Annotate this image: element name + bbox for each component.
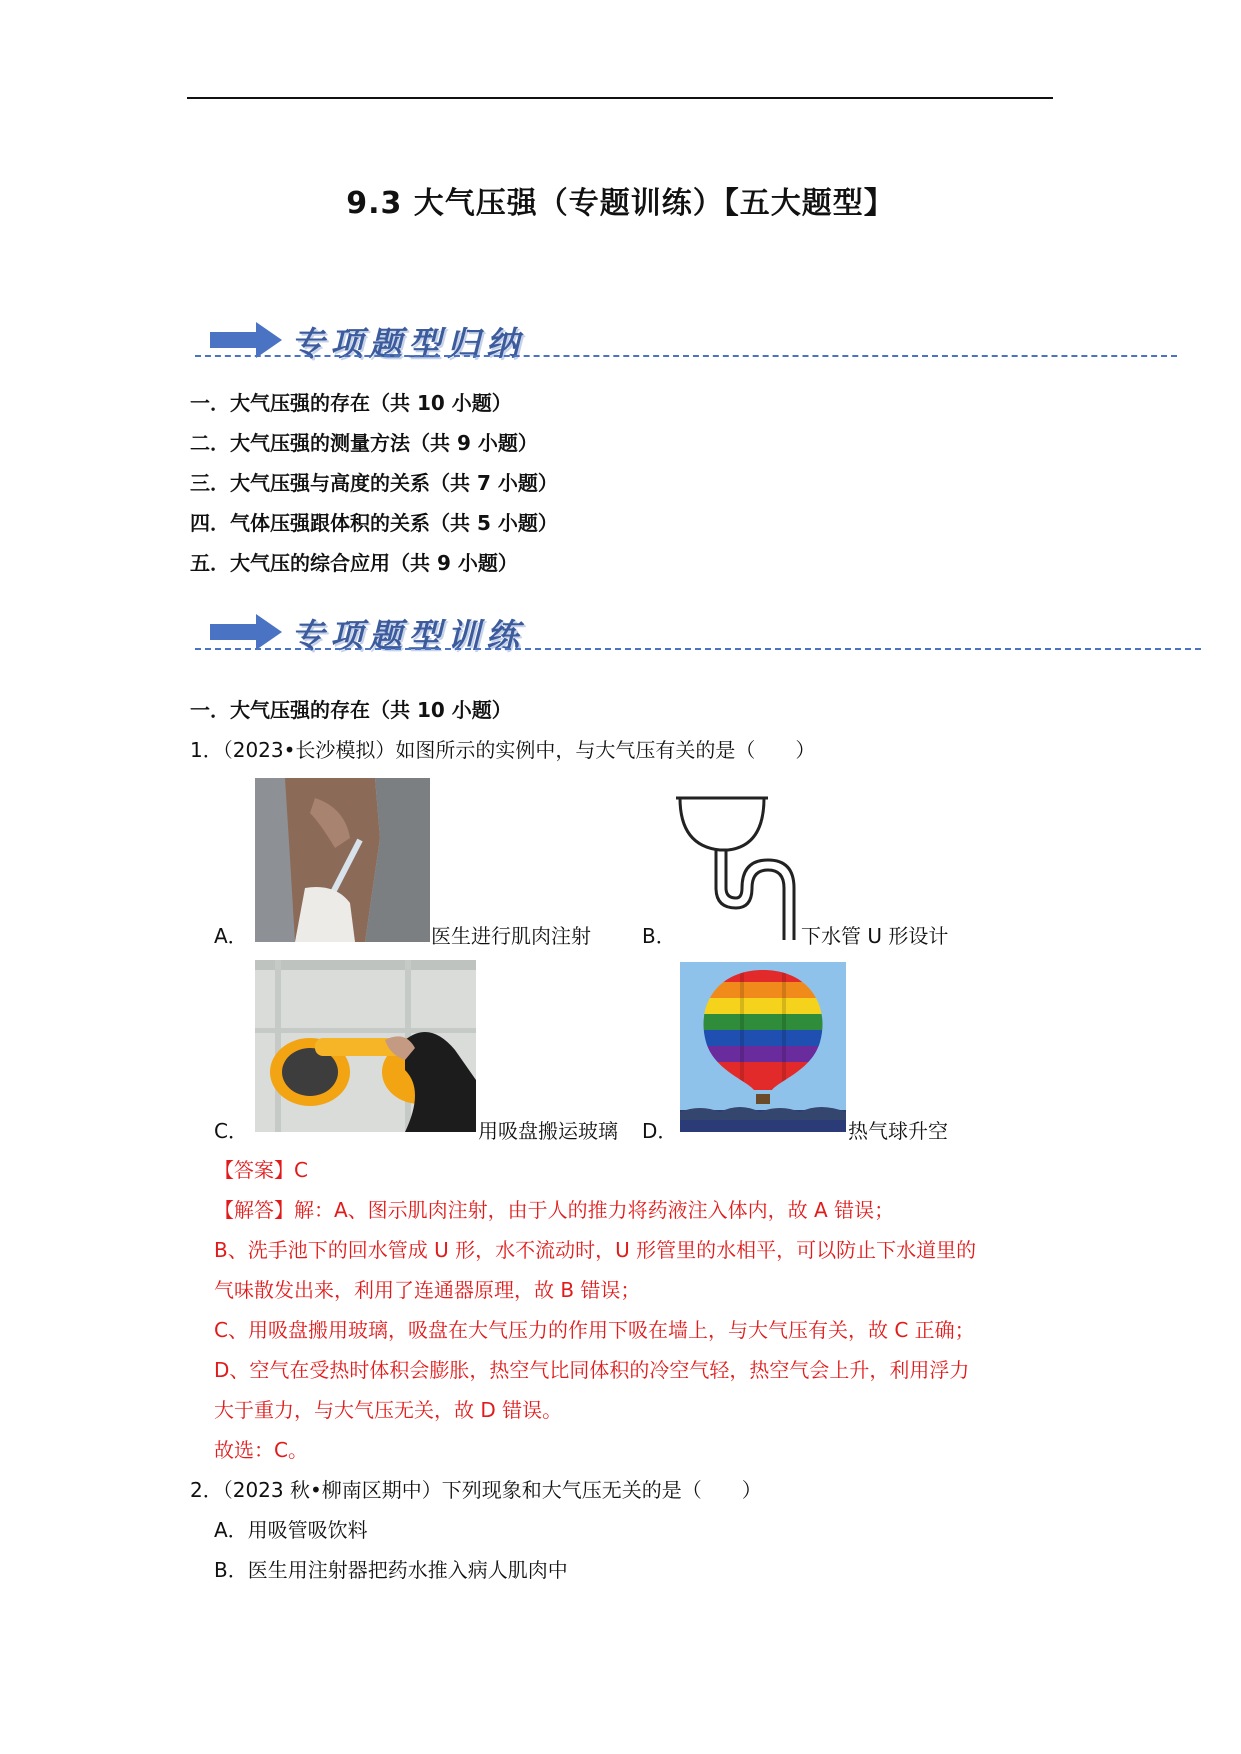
answer-line: 【答案】C [214,1158,308,1182]
option-label: C． [214,1119,248,1143]
option-line: B．医生用注射器把药水推入病人肌肉中 [214,1558,568,1582]
arrow-right-icon [210,614,282,650]
page-title: 9.3 大气压强（专题训练）【五大题型】 [346,186,895,221]
header-rule [187,97,1053,99]
dashed-divider [195,355,1177,357]
option-text: 医生进行肌肉注射 [431,924,591,948]
topic-item: 五．大气压的综合应用（共 9 小题） [190,551,518,575]
injection-photo [255,778,430,942]
banner-title: 专项题型训练 [291,616,525,655]
section-banner-training [205,604,1205,664]
u-pipe-diagram [672,790,800,942]
analysis-line: D、空气在受热时体积会膨胀，热空气比同体积的冷空气轻，热空气会上升，利用浮力 [214,1358,970,1382]
analysis-line: B、洗手池下的回水管成 U 形，水不流动时，U 形管里的水相平，可以防止下水道里的 [214,1238,977,1262]
analysis-line: 【解答】解：A、图示肌肉注射，由于人的推力将药液注入体内，故 A 错误； [214,1198,895,1222]
option-label: D． [642,1119,678,1143]
topic-item: 三．大气压强与高度的关系（共 7 小题） [190,471,558,495]
option-text: 用吸盘搬运玻璃 [478,1119,618,1143]
question-stem: 1．（2023•长沙模拟）如图所示的实例中，与大气压有关的是（ ） [190,738,816,762]
option-line: A．用吸管吸饮料 [214,1518,368,1542]
option-label: B． [642,924,676,948]
dashed-divider [195,648,1201,650]
topic-item: 四．气体压强跟体积的关系（共 5 小题） [190,511,558,535]
option-text: 下水管 U 形设计 [801,924,949,948]
option-text: 热气球升空 [848,1119,948,1143]
analysis-line: 气味散发出来，利用了连通器原理，故 B 错误； [214,1278,641,1302]
arrow-right-icon [210,322,282,358]
analysis-block [214,1190,976,1470]
banner-title: 专项题型归纳 [291,324,525,363]
analysis-line: 大于重力，与大气压无关，故 D 错误。 [214,1398,563,1422]
section-heading: 一．大气压强的存在（共 10 小题） [190,698,512,722]
option-label: A． [214,924,248,948]
analysis-line: C、用吸盘搬用玻璃，吸盘在大气压力的作用下吸在墙上，与大气压有关，故 C 正确； [214,1318,975,1342]
topic-item: 一．大气压强的存在（共 10 小题） [190,391,512,415]
question-stem: 2．（2023 秋•柳南区期中）下列现象和大气压无关的是（ ） [190,1478,762,1502]
topic-list [190,383,558,583]
topic-item: 二．大气压强的测量方法（共 9 小题） [190,431,538,455]
analysis-line: 故选：C。 [214,1438,308,1462]
suction-cup-photo [255,960,476,1132]
hot-air-balloon-photo [680,962,846,1132]
section-banner-summary [205,312,1205,372]
